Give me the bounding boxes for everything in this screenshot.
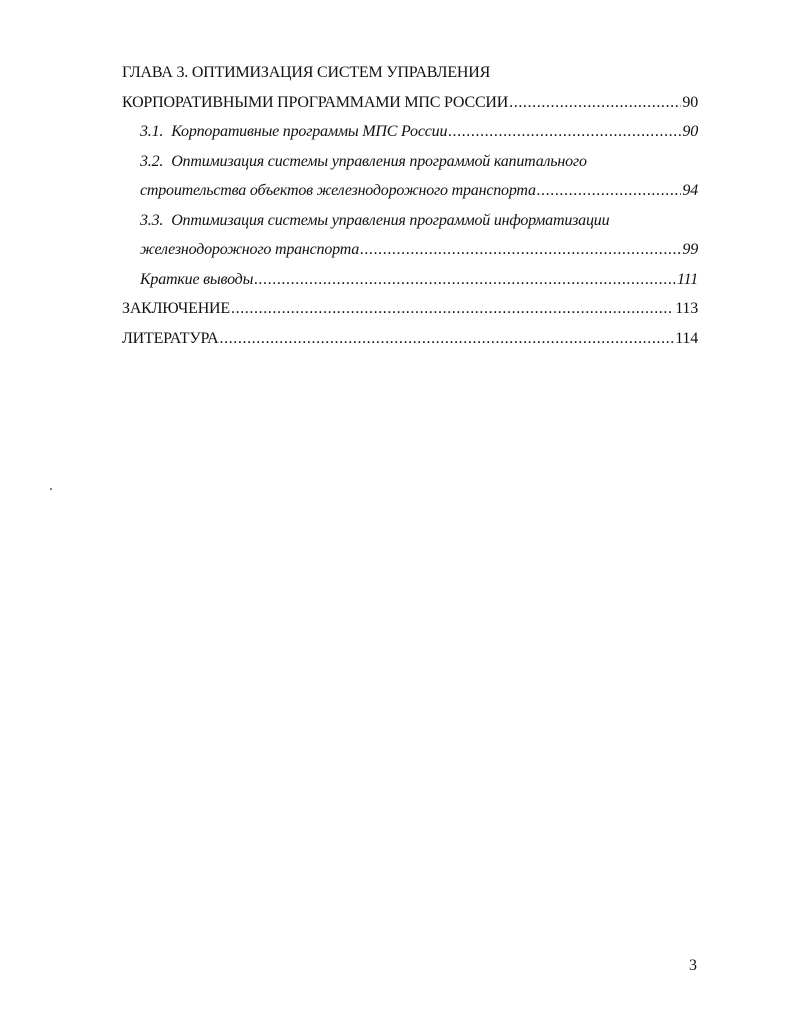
toc-section-3-2-title-line-1 — [122, 147, 698, 177]
toc-section-title-part-1: Оптимизация системы управления программой информатизации — [171, 211, 610, 229]
toc-section-number: 3.1. — [140, 123, 164, 140]
toc-entry-summary[interactable] — [122, 265, 698, 295]
dot-leader — [509, 88, 681, 118]
toc-entry-chapter-3[interactable] — [122, 88, 698, 118]
toc-section-title-part-2: строительства объектов железнодорожного транспорта — [140, 182, 536, 199]
toc-section-number: 3.2. — [140, 152, 164, 170]
dot-leader — [537, 176, 682, 206]
toc-page-number: 90 — [682, 123, 698, 140]
toc-page-number: 113 — [675, 300, 698, 317]
dot-leader — [219, 324, 674, 354]
page-number: 3 — [689, 957, 697, 974]
toc-entry-section-3-3[interactable] — [122, 235, 698, 265]
toc-entry-literature[interactable] — [122, 324, 698, 354]
toc-section-3-3-title-line-1 — [122, 206, 698, 236]
table-of-contents — [122, 58, 698, 353]
toc-page-number: 90 — [682, 93, 698, 111]
dot-leader — [360, 235, 681, 265]
toc-summary-title: Краткие выводы — [140, 270, 254, 288]
dot-leader — [231, 294, 674, 324]
toc-section-title-part-2: железнодорожного транспорта — [140, 241, 360, 258]
toc-page-number: 111 — [676, 270, 698, 288]
toc-entry-conclusion[interactable] — [122, 294, 698, 324]
toc-entry-section-3-1[interactable] — [122, 117, 698, 147]
scan-speck — [50, 488, 52, 490]
toc-section-title: Корпоративные программы МПС России — [171, 123, 448, 140]
dot-leader — [254, 265, 676, 295]
toc-chapter-3-title-part-2: КОРПОРАТИВНЫМИ ПРОГРАММАМИ МПС РОССИИ — [122, 93, 509, 111]
toc-conclusion-title: ЗАКЛЮЧЕНИЕ — [122, 300, 230, 317]
toc-chapter-3-title-line-1 — [122, 58, 698, 88]
toc-page-number: 99 — [682, 241, 698, 258]
toc-literature-title: ЛИТЕРАТУРА — [122, 329, 219, 347]
toc-section-title-part-1: Оптимизация системы управления программой капитального — [171, 152, 587, 170]
toc-page-number: 94 — [682, 182, 698, 199]
toc-section-number: 3.3. — [140, 211, 164, 229]
toc-page-number: 114 — [675, 329, 698, 347]
toc-chapter-3-title-part-1: ГЛАВА 3. ОПТИМИЗАЦИЯ СИСТЕМ УПРАВЛЕНИЯ — [122, 64, 491, 81]
dot-leader — [448, 117, 681, 147]
toc-entry-section-3-2[interactable] — [122, 176, 698, 206]
